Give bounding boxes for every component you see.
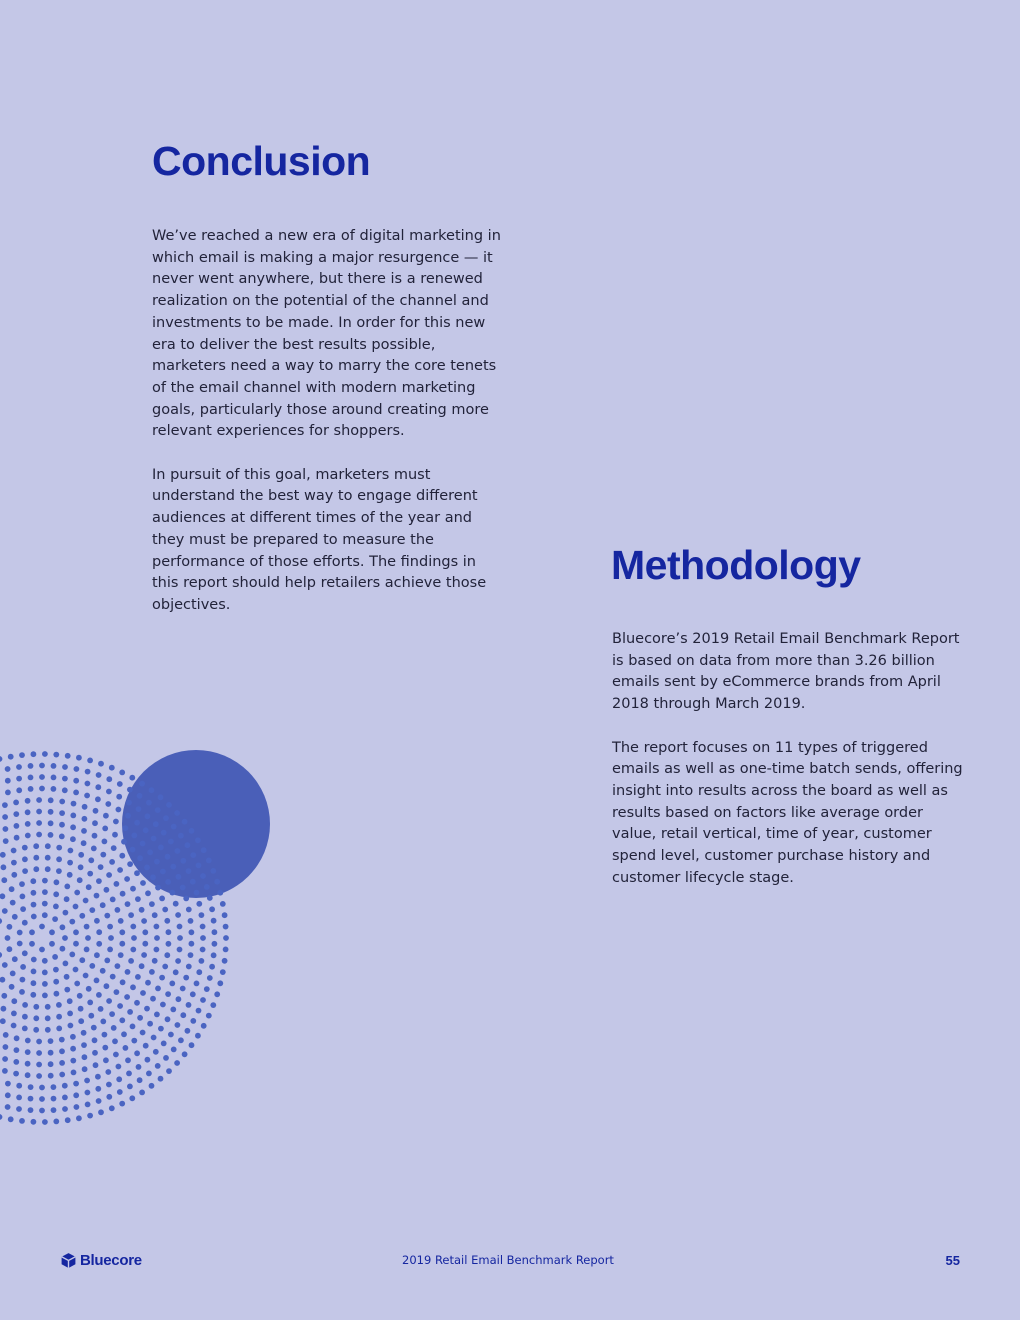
footer-report-title: 2019 Retail Email Benchmark Report xyxy=(402,1253,614,1267)
decorative-dot-pattern xyxy=(0,740,280,1140)
methodology-heading: Methodology xyxy=(611,542,861,588)
conclusion-body xyxy=(152,226,502,617)
methodology-paragraph-1: Bluecore’s 2019 Retail Email Benchmark Report is based on data from more than 3.26 billion emails sent by eCommerce brands from April 2018 through March 2019. xyxy=(612,631,960,713)
methodology-body xyxy=(612,629,964,889)
page-number: 55 xyxy=(945,1253,960,1268)
conclusion-paragraph-2: In pursuit of this goal, marketers must understand the best way to engage different audiences at different times of the year and they must be prepared to measure the performance of those efforts. The findings in this report should help retailers achieve those objectives. xyxy=(152,466,487,613)
conclusion-heading: Conclusion xyxy=(152,138,371,184)
methodology-paragraph-2: The report focuses on 11 types of triggered emails as well as one-time batch sends, offering insight into results across the board as well as results based on factors like average order value, retail vertical, time of year, customer spend level, customer purchase history and customer lifecycle stage. xyxy=(612,739,963,886)
logo-text: Bluecore xyxy=(80,1252,142,1269)
conclusion-paragraph-1: We’ve reached a new era of digital marketing in which email is making a major resurgence — it never went anywhere, but there is a renewed realization on the potential of the channel and investments to be made. In order for this new era to deliver the best results possible, marketers need a way to marry the core tenets of the email channel with modern marketing goals, particularly those around creating more relevant experiences for shoppers. xyxy=(152,228,501,440)
decorative-solid-circle xyxy=(122,750,270,898)
